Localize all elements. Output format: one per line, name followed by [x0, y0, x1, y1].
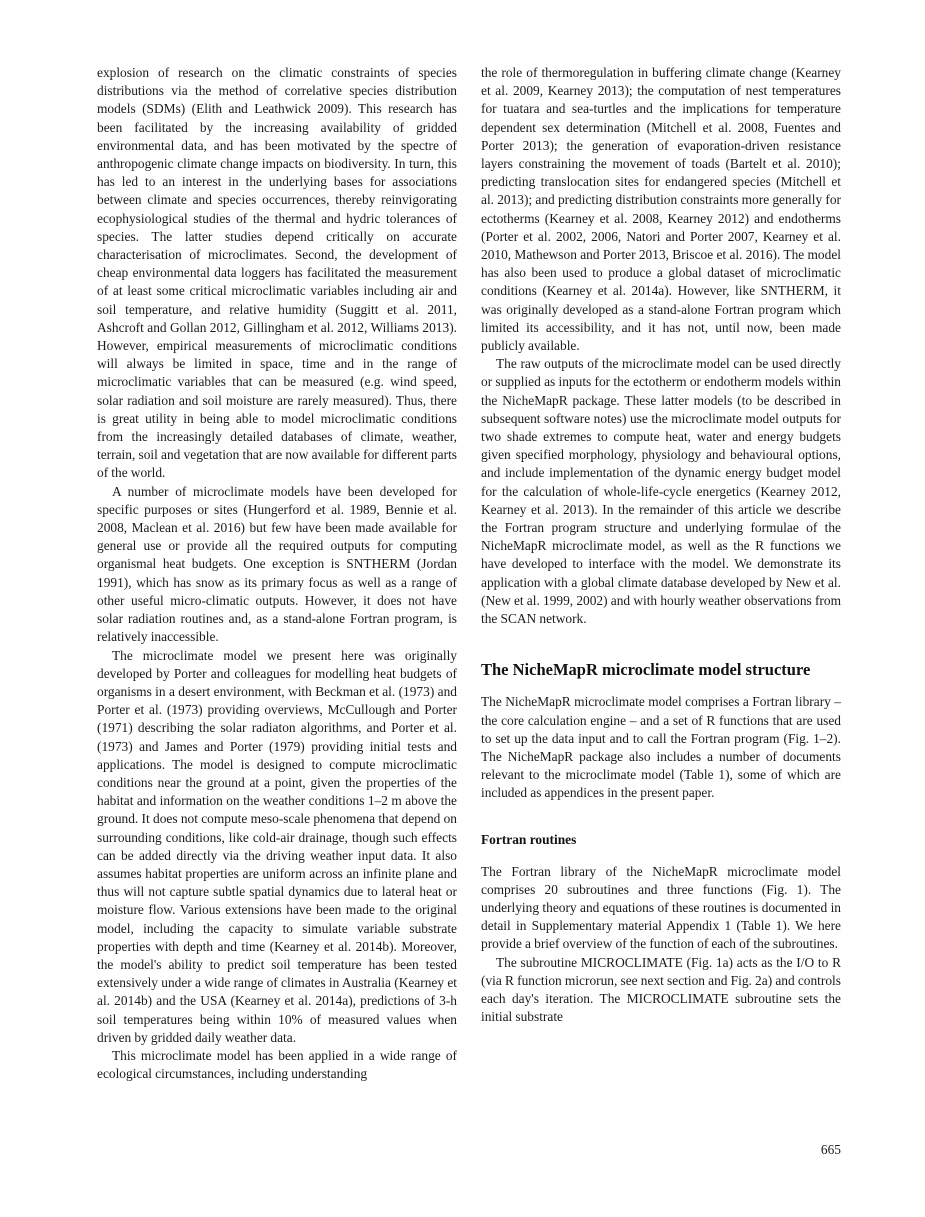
paragraph: The Fortran library of the NicheMapR microclimate model comprises 20 subroutines and three functions (Fig. 1). The underlying theory and equations of these routines is documented in detail in Supplementary material Appendix 1 (Table 1). We here provide a brief overview of the function of each of the subroutines. — [481, 863, 841, 952]
paragraph: The NicheMapR microclimate model comprises a Fortran library – the core calculation engine – and a set of R functions that are used to set up the data input and to call the Fortran program (Fig. 1–2). The NicheMapR package also includes a number of documents relevant to the microclimate model (Table 1), some of which are included as appendices in the present paper. — [481, 694, 841, 801]
paragraph: The raw outputs of the microclimate model can be used directly or supplied as inputs for the ectotherm or endotherm models within the NicheMapR package. These latter models (to be described in subsequent software notes) use the microclimate model outputs for two shade extremes to compute heat, water and energy budgets given specified morphology, physiology and behavioural options, and include implementation of the dynamic energy budget model for the calculation of whole-life-cycle energetics (Kearney 2012, Kearney et al. 2013). In the remainder of this article we describe the Fortran program structure and underlying formulae of the NicheMapR microclimate model, as well as the R functions we have developed to interface with the model. We demonstrate its application with a global climate database developed by New et al. (New et al. 1999, 2002) and with hourly weather observations from the SCAN network. — [481, 356, 841, 627]
section-heading: The NicheMapR microclimate model structure — [481, 660, 811, 680]
subsection-heading: Fortran routines — [481, 831, 577, 847]
right-column — [481, 64, 841, 1083]
page-number: 665 — [820, 1142, 841, 1157]
paragraph: the role of thermoregulation in buffering climate change (Kearney et al. 2009, Kearney 2013); the computation of nest temperatures for tuatara and sea-turtles and the implications for temperature dependent sex determination (Mitchell et al. 2008, Fuentes and Porter 2013); the generation of evaporation-driven resistance layers constraining the movement of toads (Bartelt et al. 2010); predicting translocation sites for endangered species (Mitchell et al. 2013); and predicting distribution constraints more generally for ectotherms (Kearney et al. 2008, Kearney 2012) and endotherms (Porter et al. 2002, 2006, Natori and Porter 2007, Kearney et al. 2010, Mathewson and Porter 2013, Briscoe et al. 2016). The model has also been used to produce a global dataset of microclimatic conditions (Kearney et al. 2014a). However, like SNTHERM, it was originally developed as a stand-alone Fortran program which limited its accessibility, and it has not, until now, been made publicly available. — [481, 65, 841, 354]
paragraph: A number of microclimate models have been developed for specific purposes or sites (Hungerford et al. 1989, Bennie et al. 2008, Maclean et al. 2016) but few have been made available for general use or provide all the required outputs for computing organismal heat budgets. One exception is SNTHERM (Jordan 1991), which has snow as its primary focus as well as a range of other useful micro-climatic outputs. However, it does not have solar radiation routines and, as a stand-alone Fortran program, is relatively inaccessible. — [97, 483, 457, 645]
two-column-text-block — [97, 64, 841, 1083]
paragraph: The microclimate model we present here was originally developed by Porter and colleagues for modelling heat budgets of organisms in a desert environment, with Beckman et al. (1973) and Porter et al. (1973) providing overviews, McCullough and Porter (1971) describing the solar radiaton algorithms, and Porter et al. (1973) and James and Porter (1979) providing initial tests and applications. The model is designed to compute microclimatic conditions near the ground at a point, given the properties of the habitat and information on the weather conditions 1–2 m above the ground. It does not compute meso-scale phenomena that depend on surrounding conditions, like cold-air drainage, though such effects can be added directly via the driving weather input data. It also assumes habitat properties are uniform across an infinite plane and thus will not capture subtle spatial dynamics due to lateral heat or moisture flow. Various extensions have been made to the original model, including the capacity to simulate variable substrate properties with depth and time (Kearney et al. 2014b). Moreover, the model's ability to predict soil temperature has been tested extensively under a wide range of climates in Australia (Kearney et al. 2014b) and the USA (Kearney et al. 2014a), predictions of 3-h soil temperatures being within 10% of measured values when driven by gridded daily weather data. — [97, 647, 457, 1045]
paragraph: explosion of research on the climatic constraints of species distributions via the method of correlative species distribution models (SDMs) (Elith and Leathwick 2009). This research has been facilitated by the increasing availability of gridded environmental data, and has been motivated by the spectre of anthropogenic climate change impacts on biodiversity. In turn, this has led to an interest in the underlying bases for associations between climate and species occurrences, thereby reinvigorating ecophysiological studies of the thermal and hydric tolerances of species. The latter studies depend critically on accurate characterisation of microclimates. Second, the development of cheap environmental data loggers has facilitated the measurement of at least some critical microclimatic variables including air and soil temperature, and relative humidity (Suggitt et al. 2011, Ashcroft and Gollan 2012, Gillingham et al. 2012, Williams 2013). However, empirical measurements of microclimatic conditions will always be limited in space, time and in the range of microclimatic variables that can be measured (e.g. wind speed, solar radiation and soil moisture are rarely measured). Thus, there is great utility in being able to model microclimatic conditions from the increasingly detailed databases of climate, weather, terrain, soil and vegetation that are now available for different parts of the world. — [97, 65, 457, 481]
paragraph: The subroutine MICROCLIMATE (Fig. 1a) acts as the I/O to R (via R function microrun, see next section and Fig. 2a) and controls each day's iteration. The MICROCLIMATE subroutine sets the initial substrate — [481, 954, 841, 1025]
paragraph: This microclimate model has been applied in a wide range of ecological circumstances, including understanding — [97, 1047, 457, 1082]
left-column — [97, 64, 457, 1083]
